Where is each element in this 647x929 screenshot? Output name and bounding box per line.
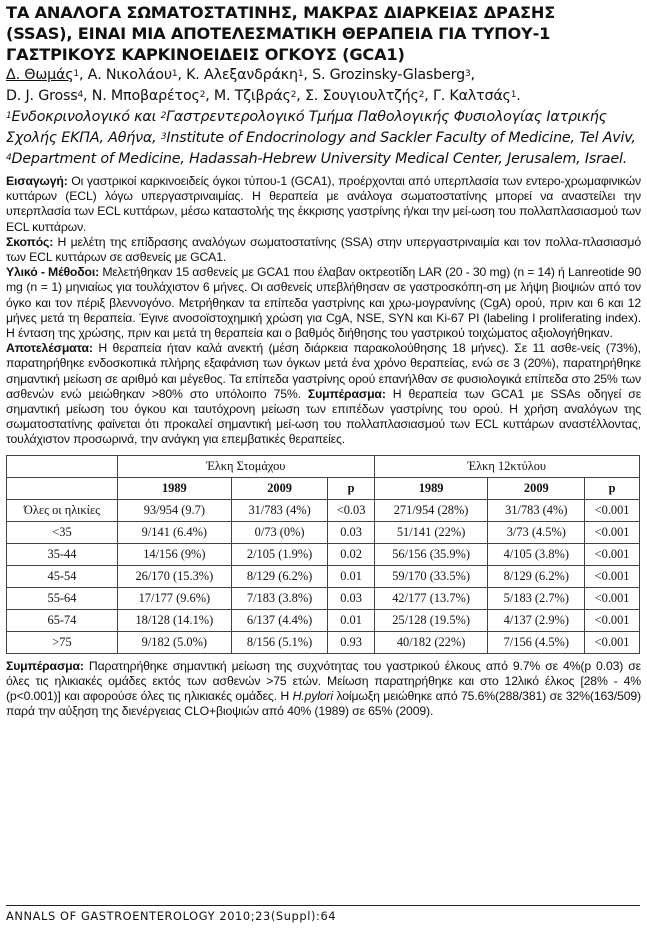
table-row <box>7 587 640 609</box>
row-label: 35-44 <box>7 543 118 565</box>
table-cell: 3/73 (4.5%) <box>488 521 585 543</box>
results-section <box>6 341 641 447</box>
affil-mark: 3 <box>160 132 167 142</box>
table-cell: <0.001 <box>585 521 640 543</box>
author-name: , <box>470 67 475 83</box>
table-row <box>7 609 640 631</box>
table-cell: 5/183 (2.7%) <box>488 587 585 609</box>
affiliations <box>6 107 641 170</box>
authors-line-2 <box>6 86 641 107</box>
table-cell: <0.03 <box>328 499 374 521</box>
table-corner-cell <box>7 477 118 499</box>
author-affil-mark: 1 <box>510 90 517 100</box>
authors-line-1 <box>6 65 641 86</box>
affil-mark: 2 <box>160 111 167 121</box>
table-row <box>7 543 640 565</box>
table-cell: 40/182 (22%) <box>374 631 488 653</box>
group-header-gastric: Έλκη Στομάχου <box>118 455 375 477</box>
table-group-header <box>7 455 640 477</box>
table-cell: 8/129 (6.2%) <box>231 565 328 587</box>
row-label: <35 <box>7 521 118 543</box>
col-header-1989: 1989 <box>374 477 488 499</box>
table-cell: 51/141 (22%) <box>374 521 488 543</box>
table-cell: <0.001 <box>585 565 640 587</box>
table-cell: 17/177 (9.6%) <box>118 587 232 609</box>
methods-section <box>6 265 641 341</box>
aim-text: Η μελέτη της επίδρασης αναλόγων σωματοστατίνης (SSA) στην υπεργαστριναιμία και τον πολλα-πλασιασμό των ECL κυττάρων σε ασθενείς με GCA1. <box>6 234 641 265</box>
col-header-2009: 2009 <box>488 477 585 499</box>
table-cell: 271/954 (28%) <box>374 499 488 521</box>
table-cell: 0.01 <box>328 565 374 587</box>
intro-label: Εισαγωγή: <box>6 174 68 188</box>
table-cell: 14/156 (9%) <box>118 543 232 565</box>
col-header-1989: 1989 <box>118 477 232 499</box>
table-cell: <0.001 <box>585 543 640 565</box>
table-cell: <0.001 <box>585 631 640 653</box>
table-cell: 8/156 (5.1%) <box>231 631 328 653</box>
author-name: , S. Grozinsky-Glasberg <box>303 67 465 83</box>
table-cell: 26/170 (15.3%) <box>118 565 232 587</box>
table-row <box>7 631 640 653</box>
table-cell: 8/129 (6.2%) <box>488 565 585 587</box>
aim-section <box>6 235 641 265</box>
row-label: Όλες οι ηλικίες <box>7 499 118 521</box>
author-affil-mark: 1 <box>297 69 304 79</box>
table-cell: 7/156 (4.5%) <box>488 631 585 653</box>
table-cell: 42/177 (13.7%) <box>374 587 488 609</box>
table-conclusion <box>6 659 641 720</box>
table-row <box>7 499 640 521</box>
table-conclusion-text: λοίμωξη μειώθηκε από 75.6%(288/381) σε 32%(163/509) παρά την αύξηση της διενέργειας CLO+βιοψιών από 40% (1989) σε 65% (2009). <box>6 689 641 719</box>
table-cell: 56/156 (35.9%) <box>374 543 488 565</box>
author-name: . <box>516 88 521 104</box>
table-cell: 6/137 (4.4%) <box>231 609 328 631</box>
table-cell: 9/182 (5.0%) <box>118 631 232 653</box>
author-name: D. J. Gross <box>6 88 78 104</box>
table-cell: 0.02 <box>328 543 374 565</box>
table-corner-cell <box>7 455 118 477</box>
author-affil-mark: 2 <box>290 90 297 100</box>
author-affil-mark: 2 <box>199 90 206 100</box>
table-cell: 31/783 (4%) <box>231 499 328 521</box>
table-cell: 2/105 (1.9%) <box>231 543 328 565</box>
affiliation-text: Department of Medicine, Hadassah-Hebrew University Medical Center, Jerusalem, Israel. <box>11 151 628 167</box>
table-cell: 59/170 (33.5%) <box>374 565 488 587</box>
intro-section <box>6 174 641 235</box>
col-header-p: p <box>328 477 374 499</box>
author-affil-mark: 4 <box>77 90 84 100</box>
table-cell: 9/141 (6.4%) <box>118 521 232 543</box>
affiliation-text: Γαστρεντερολογικό Τμήμα Παθολογικής Φυσιολογίας Ιατρικής Σχολής ΕΚΠΑ, Αθήνα, <box>6 109 607 146</box>
journal-footer: ANNALS OF GASTROENTEROLOGY 2010;23(Suppl):64 <box>6 905 640 923</box>
col-header-2009: 2009 <box>231 477 328 499</box>
table-cell: 31/783 (4%) <box>488 499 585 521</box>
methods-text: Μελετήθηκαν 15 ασθενείς με GCA1 που έλαβαν οκτρεοτίδη LAR (20 - 30 mg) (n = 14) ή Lanreotide 90 mg (n = 1) μηνιαίως για τουλάχιστον 6 μήνες. Οι ασθενείς υπεβλήθησαν σε γαστροσκόπη-ση με λήψη βιοψιών από τον όγκο και τον πέριξ βλεννογόνο. Μετρήθηκαν τα επίπεδα γαστρίνης και χρω-μογρανίνης (CgA) ορού, πριν και 6 και 12 μήνες μετά τη θεραπεία. Έγινε ανοσοϊστοχημική χρώση για CgA, NSE, SYN και Ki-67 PI (labeling I proliferating index). Η ένταση της χρώσης, πριν και μετά τη θεραπεία και ο βαθμός διήθησης του γαστρικού τοιχώματος αξιολογήθηκαν. <box>6 265 641 341</box>
table-cell: 18/128 (14.1%) <box>118 609 232 631</box>
table-conclusion-label: Συμπέρασμα: <box>6 658 84 673</box>
author-name: , Σ. Σουγιουλτζής <box>296 88 419 104</box>
affiliation-text: Institute of Endocrinology and Sackler Faculty of Medicine, Tel Aviv, <box>166 130 636 146</box>
author-affil-mark: 1 <box>171 69 178 79</box>
author-name: , Κ. Αλεξανδράκη <box>177 67 298 83</box>
affil-mark: 4 <box>6 153 12 163</box>
title-line: ΓΑΣΤΡΙΚΟΥΣ ΚΑΡΚΙΝΟΕΙΔΕΙΣ ΟΓΚΟΥΣ (GCA1) <box>6 45 405 64</box>
table-cell: 4/105 (3.8%) <box>488 543 585 565</box>
abstract-title <box>6 2 641 65</box>
intro-text: Οι γαστρικοί καρκινοειδείς όγκοι τύπου-1 (GCA1), προέρχονται από υπερπλασία των εντερο-χρωμαφινικών κυττάρων (ECL) λόγω υπεργαστριναιμίας. Η θεραπεία με ανάλογα σωματοστατίνης μπορεί να αναστείλει την υπερπλασία των ECL κυττάρων, μέσω καταστολής της έκκρισης γαστρίνης ή/και την μεί-ωση του πολλαπλασιασμού των ECL κυττάρων. <box>6 174 641 234</box>
author-name: , Μ. Τζιβράς <box>205 88 291 104</box>
methods-label: Υλικό - Μέθοδοι: <box>6 265 100 280</box>
row-label: >75 <box>7 631 118 653</box>
affil-mark: 1 <box>6 111 12 121</box>
author-affil-mark: 3 <box>464 69 471 79</box>
author-name: , Α. Νικολάου <box>78 67 172 83</box>
results-label: Αποτελέσματα: <box>6 341 93 356</box>
table-cell: <0.001 <box>585 499 640 521</box>
row-label: 55-64 <box>7 587 118 609</box>
author-name: , Γ. Καλτσάς <box>424 88 511 104</box>
table-cell: 0.93 <box>328 631 374 653</box>
author-affil-mark: 1 <box>73 69 79 79</box>
table-conclusion-text: Παρατηρήθηκε σημαντική μείωση της συχνότητας του γαστρικού έλκους από 9.7% σε 4%(p 0.03) σε όλες τις ηλικιακές ομάδες εκτός των ασθενών >75 ετών. Μείωση παρατηρήθηκε και στο 12λικό έλκος [28% - 4%(p<0.001)] και αφορούσε όλες τις ηλικιακές ομάδες. Η <box>6 658 641 704</box>
row-label: 65-74 <box>7 609 118 631</box>
table-cell: <0.001 <box>585 609 640 631</box>
table-cell: 0.01 <box>328 609 374 631</box>
author-affil-mark: 2 <box>418 90 425 100</box>
conclusion-text: Η θεραπεία των GCA1 με SSAs οδηγεί σε σημαντική μείωση του όγκου και ταυτόχρονη μείωση των επιπέδων γαστρίνης του ορού. Η χρήση αναλόγων της σωματοστατίνης φαίνεται ότι προκαλεί σημαντική μεί-ωση του πολλαπλασιασμού των ECL κυττάρων αναστέλλοντας, τουλάχιστον προσωρινά, την ανάγκη για επεμβατικές θεραπείες. <box>6 386 642 447</box>
table-year-header <box>7 477 640 499</box>
table-cell: 93/954 (9.7) <box>118 499 232 521</box>
table-cell: 4/137 (2.9%) <box>488 609 585 631</box>
table-cell: <0.001 <box>585 587 640 609</box>
row-label: 45-54 <box>7 565 118 587</box>
title-line: ΤΑ ΑΝΑΛΟΓΑ ΣΩΜΑΤΟΣΤΑΤΙΝΗΣ, ΜΑΚΡΑΣ ΔΙΑΡΚΕΙΑΣ ΔΡΑΣΗΣ <box>6 3 556 22</box>
affiliation-text: Ενδοκρινολογικό και <box>11 109 161 125</box>
table-row <box>7 565 640 587</box>
table-cell: 25/128 (19.5%) <box>374 609 488 631</box>
conclusion-label: Συμπέρασμα: <box>307 386 386 401</box>
results-text: Η θεραπεία ήταν καλά ανεκτή (μέση διάρκεια παρακολούθησης 18 μήνες). Σε 11 ασθε-νείς (73%), παρατηρήθηκε ενδοσκοπικά πλήρης εξαφάνιση των όγκων μετά ένα χρόνο θεραπείας, ενώ σε 3 (20%), παρατηρήθηκε σημαντική μείωση σε αριθμό και μέγεθος. Τα επίπεδα γαστρίνης ορού επανήλθαν σε φυσιολογικά επίπεδα στο 25% των ασθενών ενώ μειώθηκαν >80% στο υπόλοιπο 75%. <box>6 341 641 401</box>
title-line: (SSAS), ΕΙΝΑΙ ΜΙΑ ΑΠΟΤΕΛΕΣΜΑΤΙΚΗ ΘΕΡΑΠΕΙΑ ΓΙΑ ΤΥΠΟΥ-1 <box>6 24 551 43</box>
author-name: , Ν. Μποβαρέτος <box>83 88 200 104</box>
table-cell: 7/183 (3.8%) <box>231 587 328 609</box>
table-cell: 0/73 (0%) <box>231 521 328 543</box>
ulcer-table <box>6 455 640 654</box>
table-cell: 0.03 <box>328 521 374 543</box>
aim-label: Σκοπός: <box>6 234 54 249</box>
table-cell: 0.03 <box>328 587 374 609</box>
group-header-duodenal: Έλκη 12κτύλου <box>374 455 639 477</box>
hpylori-term: H.pylori <box>292 689 333 704</box>
col-header-p: p <box>585 477 640 499</box>
presenting-author: Δ. Θωμάς <box>6 67 74 83</box>
table-row <box>7 521 640 543</box>
